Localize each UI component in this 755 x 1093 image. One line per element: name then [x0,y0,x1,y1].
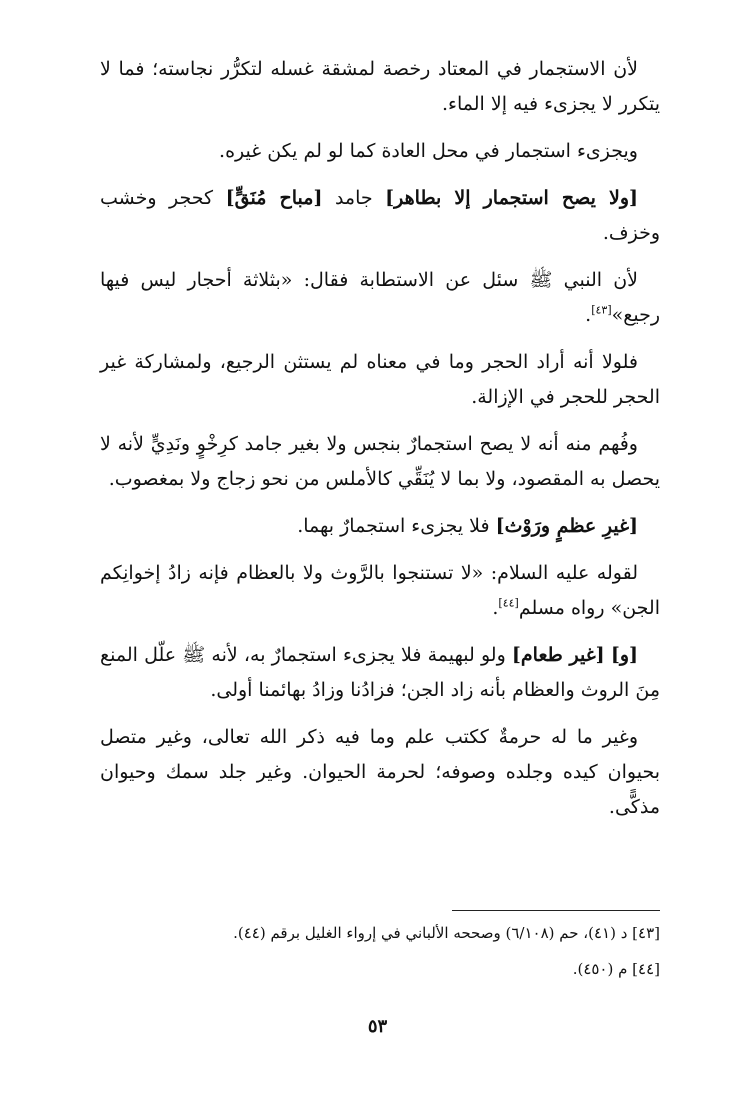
text: لأن النبي ﷺ سئل عن الاستطابة فقال: «بثلاثة أحجار ليس فيها رجيع» [100,269,660,326]
footnote-ref[interactable]: [٤٤] [498,596,519,610]
bold-matn: [و] [610,644,638,666]
main-text [100,52,660,837]
page-number: ٥٣ [367,1016,388,1037]
paragraph-2: ويجزىء استجمار في محل العادة كما لو لم يكن غيره. [219,140,638,162]
footnote-1: [٤٣] د (٤١)، حم (٦/١٠٨) وصححه الألباني في إرواء الغليل برقم (٤٤). [233,924,660,942]
text: . [492,597,499,619]
text: كحجر وخشب وخزف. [100,187,660,244]
paragraph-9 [100,638,660,708]
paragraph-4 [100,263,660,333]
text: . [585,304,592,326]
footnote-ref[interactable]: [٤٣] [591,303,612,317]
paragraph-6: وفُهم منه أنه لا يصح استجمارٌ بنجس ولا بغير جامد كرِخْوٍ ونَدِيٍّ لأنه لا يحصل به المقصود، ولا بما لا يُنَقِّي كالأملس من نحو زجاج ولا بمغصوب. [100,433,660,490]
text: جامد [322,187,386,209]
paragraph-5: فلولا أنه أراد الحجر وما في معناه لم يستثن الرجيع، ولمشاركة غير الحجر للحجر في الإزالة. [100,351,660,408]
paragraph-7 [100,509,660,544]
bold-matn: [غيرِ عظمٍ ورَوْث] [495,515,638,537]
bold-matn: [مباح مُنَقٍّ] [225,187,323,209]
paragraph-10: وغير ما له حرمةٌ ككتب علم وما فيه ذكر الله تعالى، وغير متصل بحيوان كيده وجلده وصوفه؛ لحرمة الحيوان. وغير جلد سمك وحيوان مذكًّى. [100,726,660,818]
footnote-divider [452,910,660,911]
text: ولو لبهيمة فلا يجزىء استجمارٌ به، لأنه ﷺ علّل المنع مِنَ الروث والعظام بأنه زاد الجن؛ فزادُنا وزادُ بهائمنا أولى. [100,644,660,701]
bold-matn: [ولا يصح استجمار إلا بطاهر] [385,187,639,209]
paragraph-3 [100,181,660,251]
bold-matn: [غير طعام] [511,644,605,666]
text: لقوله عليه السلام: «لا تستنجوا بالرَّوث ولا بالعظام فإنه زادُ إخوانِكم الجن» رواه مسلم [100,562,660,619]
text: فلا يجزىء استجمارٌ بهما. [297,515,496,537]
paragraph-8 [100,556,660,626]
footnote-2: [٤٤] م (٤٥٠). [572,960,660,978]
paragraph-1: لأن الاستجمار في المعتاد رخصة لمشقة غسله لتكرُّر نجاسته؛ فما لا يتكرر لا يجزىء فيه إلا الماء. [100,58,660,115]
